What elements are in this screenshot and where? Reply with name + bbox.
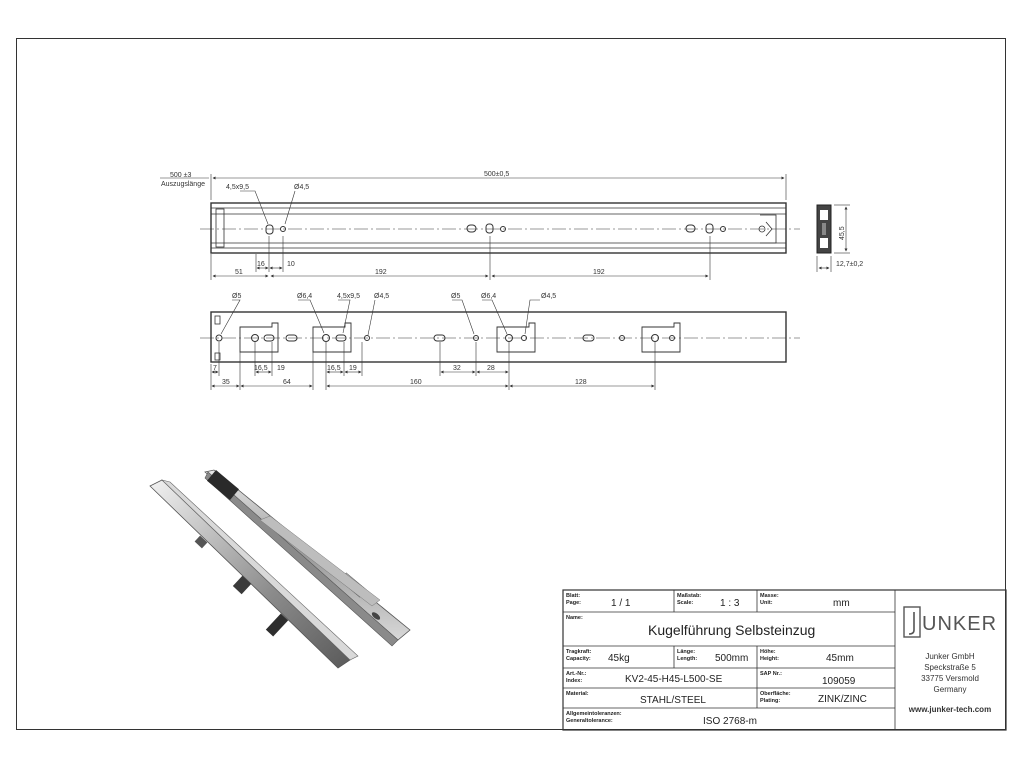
hole-diameter-label: Ø4,5 (294, 184, 310, 191)
tolerance-value: ISO 2768-m (703, 716, 757, 727)
d64-left-label: Ø6,4 (297, 293, 313, 300)
plating-label-en: Plating: (760, 698, 781, 704)
company-website[interactable]: www.junker-tech.com (908, 705, 992, 714)
extension-sub-label: Auszugslänge (161, 181, 205, 188)
dim-16-label: 16 (257, 261, 265, 268)
sheet-value: 1 / 1 (611, 598, 631, 609)
sheet-label-de: Blatt: (566, 593, 581, 599)
height-label-de: Höhe: (760, 649, 776, 655)
article-label-de: Art.-Nr.: (566, 671, 587, 677)
mounting-bracket (497, 323, 535, 352)
scale-label-en: Scale: (677, 600, 694, 606)
top-view-labels (161, 171, 605, 276)
slot-hole (467, 225, 476, 232)
slot-size-label: 4,5x9,5 (226, 184, 249, 191)
unit-value: mm (833, 598, 850, 609)
profile-width-label: 12,7±0,2 (836, 261, 864, 268)
capacity-label-en: Capacity: (566, 656, 591, 662)
name-label: Name: (566, 615, 583, 621)
dim-192b-label: 192 (593, 269, 605, 276)
capacity-value: 45kg (608, 653, 630, 664)
company-name: Junker GmbH (925, 652, 975, 661)
capacity-label-de: Tragkraft: (566, 649, 592, 655)
length-value: 500mm (715, 653, 749, 664)
extension-label: 500 ±3 (170, 172, 192, 179)
plating-label-de: Oberfläche: (760, 691, 791, 697)
length-label-de: Länge: (677, 649, 696, 655)
sap-value: 109059 (822, 676, 856, 687)
scale-label-de: Maßstab: (677, 593, 702, 599)
company-logo: UNKER (922, 613, 998, 635)
bottom-view (200, 300, 800, 390)
top-view (160, 174, 800, 280)
dim-19a-label: 19 (277, 365, 285, 372)
company-block (904, 607, 997, 714)
logo-j-mark (904, 607, 920, 637)
company-country: Germany (933, 685, 967, 694)
profile-height-label: 45,5 (839, 226, 846, 240)
dim-35-label: 35 (222, 379, 230, 386)
scale-value: 1 : 3 (720, 598, 740, 609)
d5-right-label: Ø5 (451, 293, 461, 300)
height-label-en: Height: (760, 656, 779, 662)
mounting-bracket (313, 323, 351, 352)
plating-value: ZINK/ZINC (818, 694, 867, 705)
length-label-en: Length: (677, 656, 698, 662)
d5-left-label: Ø5 (232, 293, 242, 300)
sap-label: SAP Nr.: (760, 671, 782, 677)
dim-64-label: 64 (283, 379, 291, 386)
dim-28-label: 28 (487, 365, 495, 372)
slot-size-label: 4,5x9,5 (337, 293, 360, 300)
dim-165b-label: 16,5 (327, 365, 341, 372)
tolerance-label-en: Generaltolerance: (566, 718, 613, 724)
title-block-text (566, 593, 867, 727)
dim-19b-label: 19 (349, 365, 357, 372)
product-render (150, 470, 410, 668)
company-city: 33775 Versmold (921, 674, 979, 683)
slot-hole (686, 225, 695, 232)
dim-160-label: 160 (410, 379, 422, 386)
d45-left-label: Ø4,5 (374, 293, 390, 300)
height-value: 45mm (826, 653, 854, 664)
dim-128-label: 128 (575, 379, 587, 386)
unit-label-de: Masse: (760, 593, 779, 599)
article-label-en: Index: (566, 678, 583, 684)
dim-32-label: 32 (453, 365, 461, 372)
rail-outline-top (211, 203, 786, 253)
tolerance-label-de: Allgemeintoleranzen: (566, 711, 622, 717)
company-street: Speckstraße 5 (924, 663, 976, 672)
sheet-label-en: Page: (566, 600, 581, 606)
slot-hole (486, 224, 493, 233)
total-length-label: 500±0,5 (484, 171, 510, 178)
d45-right-label: Ø4,5 (541, 293, 557, 300)
d64-right-label: Ø6,4 (481, 293, 497, 300)
unit-label-en: Unit: (760, 600, 773, 606)
dim-10-label: 10 (287, 261, 295, 268)
dim-192a-label: 192 (375, 269, 387, 276)
drawing-title: Kugelführung Selbsteinzug (648, 622, 816, 638)
slot-hole (266, 225, 273, 234)
slot-hole (706, 224, 713, 233)
dim-51-label: 51 (235, 269, 243, 276)
dim-165a-label: 16,5 (254, 365, 268, 372)
material-value: STAHL/STEEL (640, 695, 706, 706)
dim-7-label: 7 (213, 365, 217, 372)
material-label: Material: (566, 691, 589, 697)
article-value: KV2-45-H45-L500-SE (625, 674, 723, 685)
